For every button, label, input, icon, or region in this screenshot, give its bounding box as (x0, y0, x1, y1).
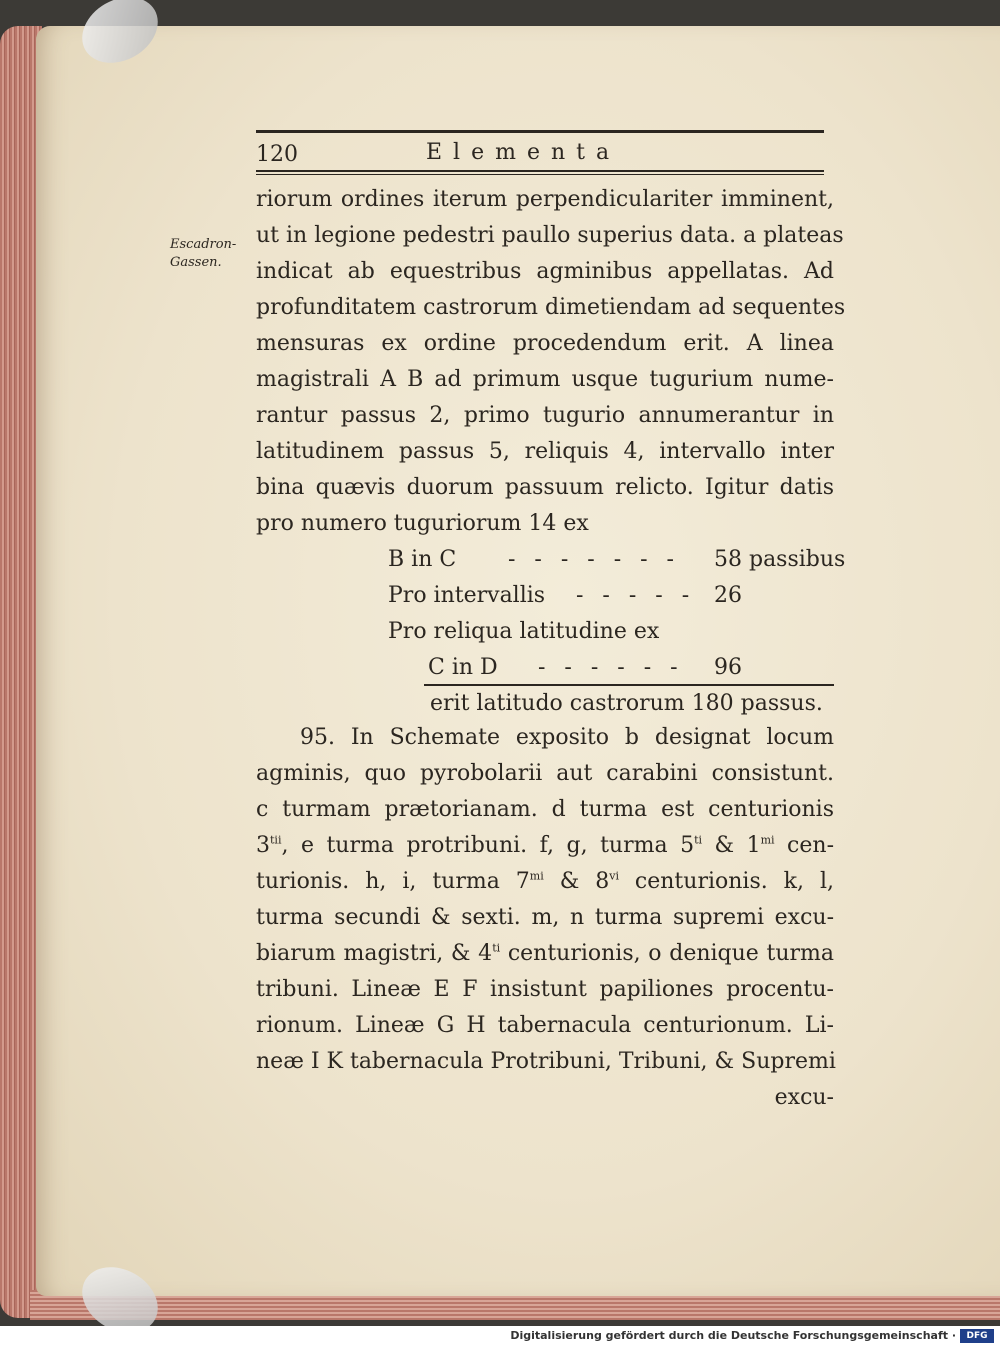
text-run: cen- (774, 833, 835, 858)
row-value: 96 (714, 655, 742, 680)
text-line: indicat ab equestribus agminibus appellatas. Ad (256, 259, 834, 284)
text-run: , e turma protribuni. f, g, turma 5 (281, 833, 695, 858)
digitization-footer (0, 1326, 1000, 1346)
text-line: neæ I K tabernacula Protribuni, Tribuni, & Supremi (256, 1049, 836, 1074)
row-leader: - - - - - - - (508, 547, 680, 572)
table-row (388, 542, 846, 578)
text-run: centurionis, o denique turma (500, 941, 834, 966)
page-header (256, 128, 824, 178)
superscript: ti (492, 941, 501, 955)
text-line: agminis, quo pyrobolarii aut carabini consistunt. (256, 761, 834, 786)
row-label: C in D (428, 655, 498, 680)
text-line: rantur passus 2, primo tugurio annumerantur in (256, 403, 834, 428)
text-run: 3 (256, 833, 270, 858)
catchword: excu- (774, 1085, 834, 1110)
text-run: & 8 (543, 869, 610, 894)
text-run: & 1 (702, 833, 761, 858)
paragraph-95 (256, 720, 834, 1116)
text-line: turma secundi & sexti. m, n turma supremi excu- (256, 905, 834, 930)
text-run: turionis. h, i, turma 7 (256, 869, 530, 894)
text-run: centurionis. k, l, (618, 869, 834, 894)
row-leader: - - - - - - (538, 655, 684, 680)
row-label: B in C (388, 547, 457, 572)
row-label: Pro intervallis (388, 583, 546, 608)
superscript: mi (529, 869, 544, 883)
text-line: 95. In Schemate exposito b designat locum (300, 725, 834, 750)
text-line: ut in legione pedestri paullo superius data. a plateas (256, 223, 844, 248)
table-result: erit latitudo castrorum 180 passus. (430, 691, 823, 716)
row-value: 58 passibus (714, 547, 846, 572)
text-line: rionum. Lineæ G H tabernacula centurionum. Li- (256, 1013, 834, 1038)
header-rule (256, 170, 824, 175)
text-line: latitudinem passus 5, reliquis 4, intervallo inter (256, 439, 834, 464)
page-number: 120 (256, 142, 298, 167)
superscript: vi (609, 869, 619, 883)
calculation-table (388, 542, 846, 686)
text-line: pro numero tuguriorum 14 ex (256, 511, 589, 536)
text-line: magistrali A B ad primum usque tugurium nume- (256, 367, 834, 392)
table-row (388, 578, 834, 614)
superscript: mi (760, 833, 775, 847)
superscript: tii (270, 833, 282, 847)
text-line: profunditatem castrorum dimetiendam ad sequentes (256, 295, 846, 320)
header-rule (256, 130, 824, 133)
margin-note (170, 236, 250, 272)
running-title: Elementa (426, 140, 621, 165)
table-row (388, 650, 834, 686)
text-line (256, 936, 834, 972)
row-label: Pro reliqua latitudine ex (388, 619, 660, 644)
table-row (388, 614, 834, 650)
text-line: c turmam prætorianam. d turma est centurionis (256, 797, 834, 822)
superscript: ti (694, 833, 703, 847)
row-value: 26 (714, 583, 742, 608)
funding-credit: Digitalisierung gefördert durch die Deutsche Forschungsgemeinschaft · (510, 1329, 956, 1342)
text-line (256, 864, 834, 900)
text-line: mensuras ex ordine procedendum erit. A linea (256, 331, 834, 356)
margin-note-line: Gassen. (170, 255, 222, 270)
text-run: biarum magistri, & 4 (256, 941, 493, 966)
margin-note-line: Escadron- (170, 237, 237, 252)
row-leader: - - - - - (576, 583, 696, 608)
dfg-logo: DFG (960, 1329, 994, 1343)
text-line: tribuni. Lineæ E F insistunt papiliones procentu- (256, 977, 834, 1002)
text-line: bina quævis duorum passuum relicto. Igitur datis (256, 475, 834, 500)
paragraph-1 (256, 182, 846, 542)
text-line (256, 828, 834, 864)
text-line: riorum ordines iterum perpendiculariter imminent, (256, 187, 834, 212)
